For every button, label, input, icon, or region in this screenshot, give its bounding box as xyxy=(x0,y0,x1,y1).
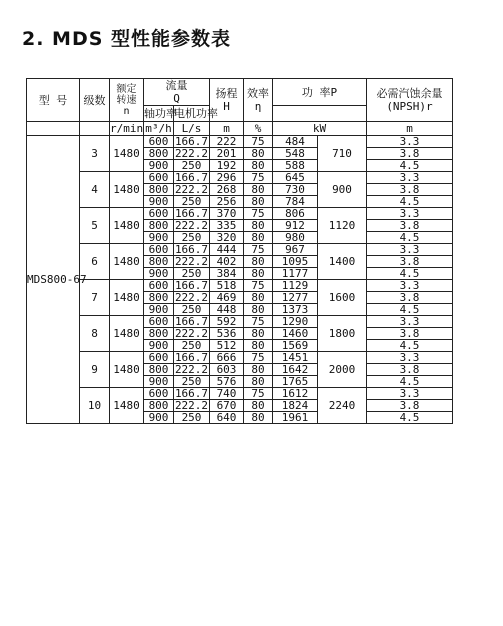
flow-ls-cell: 166.7 xyxy=(174,207,209,220)
unit-head: m xyxy=(210,122,244,136)
eff-cell: 75 xyxy=(244,172,273,184)
table-header xyxy=(27,79,453,136)
flow-ls-cell: 222.2 xyxy=(174,219,209,232)
eff-cell: 80 xyxy=(244,364,273,376)
unit-power: kW xyxy=(273,122,367,136)
shaft-power-cell: 967 xyxy=(273,244,318,256)
motor-power-cell: 1120 xyxy=(318,208,367,244)
head-cell: 640 xyxy=(210,412,244,424)
eff-cell: 75 xyxy=(244,316,273,328)
head-cell: 256 xyxy=(210,196,244,208)
header-npsh-symbol: (NPSH)r xyxy=(386,100,433,113)
eff-cell: 75 xyxy=(244,244,273,256)
motor-power-cell: 710 xyxy=(318,136,367,172)
flow-m3h-cell: 900 xyxy=(144,304,174,316)
speed-cell: 1480 xyxy=(110,280,144,316)
page-title: 2. MDS 型性能参数表 xyxy=(22,28,232,50)
header-eff-label: 效率 xyxy=(247,87,269,100)
flow-ls-cell: 250 xyxy=(174,196,210,208)
eff-cell: 80 xyxy=(244,328,273,340)
unit-stages xyxy=(80,122,110,136)
eff-cell: 80 xyxy=(244,256,273,268)
flow-ls-cell: 166.7 xyxy=(174,171,209,184)
eff-cell: 80 xyxy=(244,304,273,316)
eff-cell: 80 xyxy=(244,184,273,196)
speed-cell: 1480 xyxy=(110,316,144,352)
flow-ls-cell: 222.2 xyxy=(174,363,209,376)
motor-power-cell: 1400 xyxy=(318,244,367,280)
flow-m3h-cell: 900 xyxy=(144,376,174,388)
head-cell: 576 xyxy=(210,376,244,388)
head-cell: 201 xyxy=(210,148,244,160)
header-npsh xyxy=(367,79,453,122)
shaft-power-cell: 806 xyxy=(273,208,318,220)
eff-cell: 75 xyxy=(244,388,273,400)
flow-m3h-cell: 900 xyxy=(144,232,174,244)
flow-ls-cell: 250 xyxy=(174,268,210,280)
speed-cell: 1480 xyxy=(110,244,144,280)
flow-m3h-cell: 600 xyxy=(144,136,174,148)
flow-m3h-cell: 900 xyxy=(144,268,174,280)
stage-cell: 8 xyxy=(80,316,110,352)
stage-cell: 7 xyxy=(80,280,110,316)
flow-ls-cell: 166.7 xyxy=(174,135,209,148)
eff-cell: 75 xyxy=(244,136,273,148)
model-cell: MDS800-67 xyxy=(27,136,80,424)
flow-m3h-cell: 800 xyxy=(144,400,174,412)
flow-m3h-cell: 600 xyxy=(144,208,174,220)
table-row xyxy=(27,352,453,364)
npsh-cell: 3.8 xyxy=(367,256,453,268)
shaft-power-cell: 1373 xyxy=(273,304,318,316)
table-row xyxy=(27,136,453,148)
head-cell: 320 xyxy=(210,232,244,244)
shaft-power-cell: 1277 xyxy=(273,292,318,304)
eff-cell: 80 xyxy=(244,232,273,244)
shaft-power-cell: 484 xyxy=(273,136,318,148)
head-cell: 402 xyxy=(210,256,244,268)
head-cell: 370 xyxy=(210,208,244,220)
performance-table xyxy=(26,78,453,424)
flow-m3h-cell: 900 xyxy=(144,160,174,172)
flow-m3h-cell: 800 xyxy=(144,256,174,268)
stage-cell: 4 xyxy=(80,172,110,208)
unit-speed: r/min xyxy=(110,122,144,135)
npsh-cell: 3.8 xyxy=(367,292,453,304)
head-cell: 448 xyxy=(210,304,244,316)
shaft-power-cell: 1290 xyxy=(273,316,318,328)
flow-m3h-cell: 800 xyxy=(144,292,174,304)
stage-cell: 9 xyxy=(80,352,110,388)
shaft-power-cell: 980 xyxy=(273,232,318,244)
head-cell: 670 xyxy=(210,400,244,412)
table-row xyxy=(27,208,453,220)
shaft-power-cell: 1569 xyxy=(273,340,318,352)
stage-cell: 3 xyxy=(80,136,110,172)
head-cell: 335 xyxy=(210,220,244,232)
flow-ls-cell: 250 xyxy=(174,304,210,316)
flow-ls-cell: 222.2 xyxy=(174,183,209,196)
flow-m3h-cell: 600 xyxy=(144,352,174,364)
shaft-power-cell: 1642 xyxy=(273,364,318,376)
npsh-cell: 3.3 xyxy=(367,136,453,148)
eff-cell: 80 xyxy=(244,400,273,412)
eff-cell: 80 xyxy=(244,268,273,280)
npsh-cell: 4.5 xyxy=(367,268,453,280)
npsh-cell: 3.8 xyxy=(367,184,453,196)
header-shaft-power: 轴功率 xyxy=(144,107,177,120)
stage-cell: 5 xyxy=(80,208,110,244)
eff-cell: 80 xyxy=(244,196,273,208)
header-speed: 额定 转速 n xyxy=(110,79,144,122)
table-body xyxy=(27,136,453,424)
motor-power-cell: 2000 xyxy=(318,352,367,388)
header-eff-symbol: η xyxy=(254,100,262,113)
flow-ls-cell: 250 xyxy=(174,340,210,352)
flow-ls-cell: 222.2 xyxy=(174,147,209,160)
npsh-cell: 3.8 xyxy=(367,364,453,376)
npsh-cell: 4.5 xyxy=(367,304,453,316)
npsh-cell: 3.3 xyxy=(367,244,453,256)
flow-ls-cell: 166.7 xyxy=(174,351,209,364)
speed-cell: 1480 xyxy=(110,352,144,388)
header-flow-symbol: Q xyxy=(173,92,180,105)
head-cell: 536 xyxy=(210,328,244,340)
npsh-cell: 3.3 xyxy=(367,172,453,184)
flow-m3h-cell: 900 xyxy=(144,196,174,208)
npsh-cell: 3.3 xyxy=(367,316,453,328)
flow-m3h-cell: 800 xyxy=(144,184,174,196)
shaft-power-cell: 1177 xyxy=(273,268,318,280)
table-row xyxy=(27,280,453,292)
flow-m3h-cell: 600 xyxy=(144,388,174,400)
eff-cell: 80 xyxy=(244,220,273,232)
npsh-cell: 3.3 xyxy=(367,352,453,364)
shaft-power-cell: 912 xyxy=(273,220,318,232)
flow-m3h-cell: 800 xyxy=(144,364,174,376)
npsh-cell: 3.8 xyxy=(367,400,453,412)
flow-ls-cell: 166.7 xyxy=(174,279,209,292)
flow-ls-cell: 166.7 xyxy=(174,315,209,328)
header-model: 型 号 xyxy=(27,79,80,122)
speed-cell: 1480 xyxy=(110,136,144,172)
eff-cell: 75 xyxy=(244,208,273,220)
eff-cell: 80 xyxy=(244,292,273,304)
eff-cell: 80 xyxy=(244,160,273,172)
shaft-power-cell: 1824 xyxy=(273,400,318,412)
npsh-cell: 3.3 xyxy=(367,280,453,292)
head-cell: 518 xyxy=(210,280,244,292)
header-power: 功 率P xyxy=(273,79,367,106)
header-motor-power: 电机功率 xyxy=(174,107,218,120)
eff-cell: 75 xyxy=(244,352,273,364)
npsh-cell: 4.5 xyxy=(367,196,453,208)
motor-power-cell: 1600 xyxy=(318,280,367,316)
flow-m3h-cell: 600 xyxy=(144,316,174,328)
head-cell: 384 xyxy=(210,268,244,280)
speed-cell: 1480 xyxy=(110,172,144,208)
stage-cell: 10 xyxy=(80,388,110,424)
flow-m3h-cell: 800 xyxy=(144,328,174,340)
flow-ls-cell: 250 xyxy=(174,376,210,388)
shaft-power-cell: 645 xyxy=(273,172,318,184)
eff-cell: 80 xyxy=(244,148,273,160)
shaft-power-cell: 1451 xyxy=(273,352,318,364)
head-cell: 592 xyxy=(210,316,244,328)
npsh-cell: 4.5 xyxy=(367,160,453,172)
flow-m3h-cell: 800 xyxy=(144,148,174,160)
head-cell: 666 xyxy=(210,352,244,364)
stage-cell: 6 xyxy=(80,244,110,280)
flow-ls-cell: 166.7 xyxy=(174,243,209,256)
header-head-label: 扬程 xyxy=(215,87,238,100)
eff-cell: 80 xyxy=(244,412,273,424)
header-stages: 级数 xyxy=(80,79,110,122)
eff-cell: 80 xyxy=(244,376,273,388)
flow-m3h-cell: 800 xyxy=(144,220,174,232)
motor-power-cell: 2240 xyxy=(318,388,367,424)
header-flow-label: 流量 xyxy=(165,79,188,92)
flow-ls-cell: 250 xyxy=(174,412,210,424)
head-cell: 512 xyxy=(210,340,244,352)
unit-model xyxy=(27,122,80,136)
head-cell: 740 xyxy=(210,388,244,400)
unit-flow-m3h: m³/h xyxy=(145,122,172,135)
unit-eff: % xyxy=(244,122,273,136)
shaft-power-cell: 1460 xyxy=(273,328,318,340)
flow-ls-cell: 250 xyxy=(174,232,210,244)
flow-m3h-cell: 600 xyxy=(144,280,174,292)
shaft-power-cell: 784 xyxy=(273,196,318,208)
eff-cell: 75 xyxy=(244,280,273,292)
header-flow xyxy=(144,79,210,106)
shaft-power-cell: 548 xyxy=(273,148,318,160)
npsh-cell: 3.8 xyxy=(367,328,453,340)
npsh-cell: 4.5 xyxy=(367,376,453,388)
flow-m3h-cell: 900 xyxy=(144,412,174,424)
flow-m3h-cell: 600 xyxy=(144,172,174,184)
head-cell: 603 xyxy=(210,364,244,376)
flow-ls-cell: 166.7 xyxy=(174,387,209,400)
motor-power-cell: 900 xyxy=(318,172,367,208)
head-cell: 222 xyxy=(210,136,244,148)
head-cell: 296 xyxy=(210,172,244,184)
head-cell: 469 xyxy=(210,292,244,304)
npsh-cell: 4.5 xyxy=(367,412,453,424)
npsh-cell: 4.5 xyxy=(367,232,453,244)
flow-ls-cell: 250 xyxy=(174,160,210,172)
header-npsh-label: 必需汽蚀余量 xyxy=(376,87,443,100)
shaft-power-cell: 730 xyxy=(273,184,318,196)
speed-cell: 1480 xyxy=(110,208,144,244)
flow-ls-cell: 222.2 xyxy=(174,255,209,268)
speed-cell: 1480 xyxy=(110,388,144,424)
npsh-cell: 3.3 xyxy=(367,388,453,400)
flow-ls-cell: 222.2 xyxy=(174,327,209,340)
npsh-cell: 3.8 xyxy=(367,220,453,232)
eff-cell: 80 xyxy=(244,340,273,352)
unit-flow-ls: L/s xyxy=(174,122,210,136)
shaft-power-cell: 1961 xyxy=(273,412,318,424)
npsh-cell: 3.8 xyxy=(367,148,453,160)
npsh-cell: 4.5 xyxy=(367,340,453,352)
table-row xyxy=(27,172,453,184)
shaft-power-cell: 1612 xyxy=(273,388,318,400)
motor-power-cell: 1800 xyxy=(318,316,367,352)
table-row xyxy=(27,388,453,400)
table-row xyxy=(27,316,453,328)
head-cell: 268 xyxy=(210,184,244,196)
header-eff xyxy=(244,79,273,122)
head-cell: 444 xyxy=(210,244,244,256)
table-row xyxy=(27,244,453,256)
head-cell: 192 xyxy=(210,160,244,172)
shaft-power-cell: 588 xyxy=(273,160,318,172)
shaft-power-cell: 1129 xyxy=(273,280,318,292)
unit-npsh: m xyxy=(367,122,453,136)
header-head-symbol: H xyxy=(223,100,230,113)
flow-m3h-cell: 900 xyxy=(144,340,174,352)
npsh-cell: 3.3 xyxy=(367,208,453,220)
shaft-power-cell: 1765 xyxy=(273,376,318,388)
flow-ls-cell: 222.2 xyxy=(174,399,209,412)
flow-ls-cell: 222.2 xyxy=(174,291,209,304)
shaft-power-cell: 1095 xyxy=(273,256,318,268)
flow-m3h-cell: 600 xyxy=(144,244,174,256)
